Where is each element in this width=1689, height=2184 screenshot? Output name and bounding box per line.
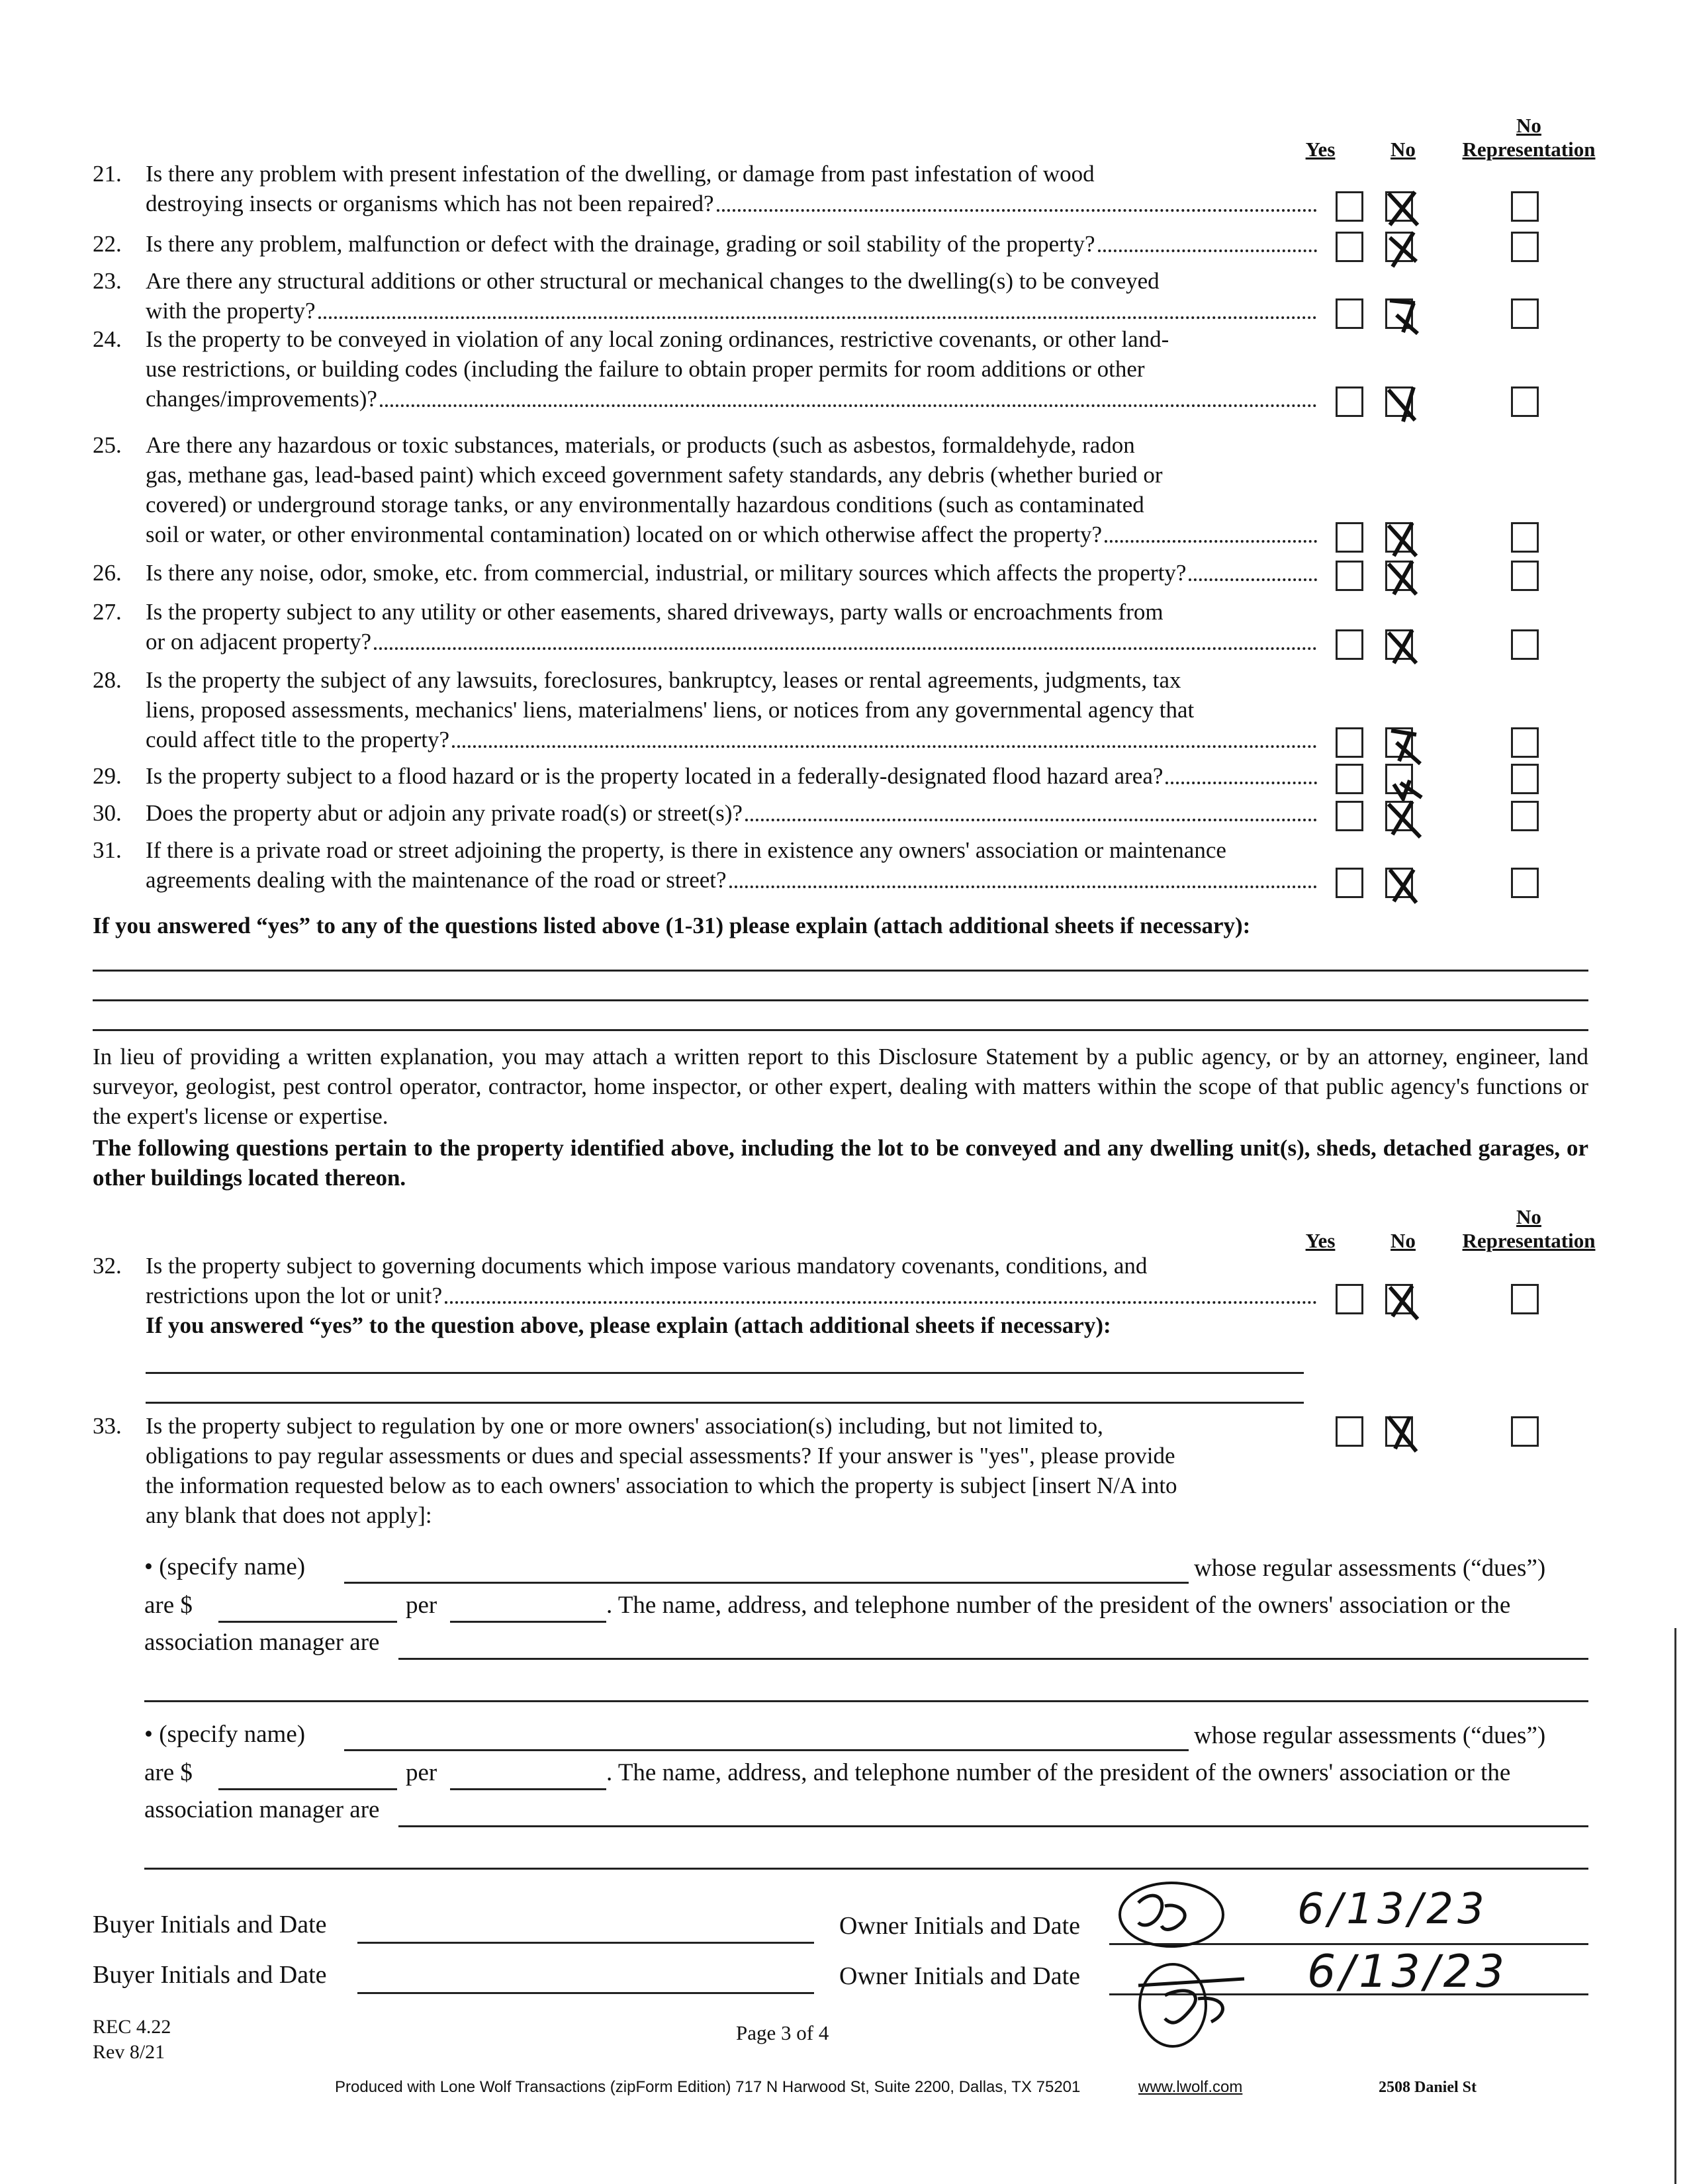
no-checkbox-27[interactable] [1385,629,1413,660]
check-mark-icon [1383,626,1423,667]
no-checkbox-22[interactable] [1385,232,1413,262]
question-number: 25. [93,432,122,458]
owner-initials-signature [1099,1876,1231,1956]
question-number: 26. [93,560,122,586]
question-number: 29. [93,763,122,789]
president-info-label: . The name, address, and telephone number of the president of the owners' association or the [606,1592,1511,1619]
question-text [146,597,1317,657]
header-no: No [1391,138,1416,161]
yes-checkbox-32[interactable] [1336,1284,1363,1314]
question-number: 21. [93,161,122,187]
president-info-label: . The name, address, and telephone number of the president of the owners' association or the [606,1759,1511,1786]
lieu-paragraph: In lieu of providing a written explanation, you may attach a written report to this Disclosure Statement by a public agency, or by an attorney, engineer, land surveyor, geologist, pest control operator, contractor, home inspector, or other expert, dealing with matters within the scope of that public agency's functions or the expert's license or expertise. [93,1044,1588,1129]
check-mark-icon [1383,557,1423,598]
question-line: Is there any problem with present infestation of the dwelling, or damage from past infestation of wood [146,161,1095,187]
yes-checkbox-28[interactable] [1336,727,1363,758]
question-line: Is the property subject to regulation by one or more owners' association(s) including, but not limited to, [146,1413,1103,1439]
association-block-2 [0,1719,1689,1891]
yes-checkbox-30[interactable] [1336,801,1363,831]
no-representation-checkbox-26[interactable] [1511,561,1539,591]
yes-checkbox-23[interactable] [1336,298,1363,329]
no-checkbox-31[interactable] [1385,868,1413,898]
question-line: covered) or underground storage tanks, or any environmentally hazardous conditions (such as contaminated [146,492,1144,518]
manager-info-field[interactable] [398,1825,1588,1827]
question-last-line: or on adjacent property? [146,627,1317,657]
question-number: 31. [93,837,122,863]
no-representation-checkbox-21[interactable] [1511,191,1539,222]
no-representation-checkbox-31[interactable] [1511,868,1539,898]
question-line: the information requested below as to each owners' association to which the property is subject [insert N/A into [146,1473,1177,1498]
explanation-line-32[interactable] [146,1402,1304,1404]
specify-name-label: • (specify name) [144,1721,306,1748]
no-checkbox-30[interactable] [1385,801,1413,831]
no-representation-checkbox-27[interactable] [1511,629,1539,660]
yes-checkbox-31[interactable] [1336,868,1363,898]
question-number: 30. [93,800,122,826]
owner-initials-label: Owner Initials and Date [839,1912,1081,1940]
question-line: Is the property subject to any utility or other easements, shared driveways, party walls or encroachments from [146,599,1164,625]
no-checkbox-25[interactable] [1385,522,1413,553]
association-name-field[interactable] [344,1749,1189,1751]
buyer-initials-label: Buyer Initials and Date [93,1911,327,1938]
no-representation-checkbox-32[interactable] [1511,1284,1539,1314]
no-checkbox-29[interactable] [1385,764,1413,794]
check-mark-icon [1383,519,1423,560]
question-line: Is the property subject to governing documents which impose various mandatory covenants, conditions, and [146,1253,1148,1279]
explain-instructions-32: If you answered “yes” to the question above, please explain (attach additional sheets if necessary): [146,1312,1111,1338]
question-last-line: soil or water, or other environmental contamination) located on or which otherwise affect the property? [146,520,1317,549]
header-no: No [1391,1229,1416,1252]
question-last-line: Is there any problem, malfunction or defect with the drainage, grading or soil stability of the property? [146,229,1317,259]
header-no-representation: No Representation [1462,114,1596,161]
yes-checkbox-25[interactable] [1336,522,1363,553]
question-text [146,1251,1317,1340]
manager-label: association manager are [144,1796,380,1823]
check-mark-icon [1383,1281,1423,1322]
question-last-line: agreements dealing with the maintenance of the road or street? [146,865,1317,895]
question-line: Is the property to be conveyed in violation of any local zoning ordinances, restrictive covenants, or other land- [146,326,1169,352]
question-line: Are there any hazardous or toxic substances, materials, or products (such as asbestos, formaldehyde, radon [146,432,1135,458]
question-number: 22. [93,231,122,257]
explanation-line[interactable] [93,1029,1588,1031]
explain-instructions-1-31: If you answered “yes” to any of the questions listed above (1-31) please explain (attach additional sheets if necessary): [93,913,1251,938]
header-yes: Yes [1305,1229,1336,1252]
header-no-representation: No Representation [1462,1205,1596,1252]
no-representation-checkbox-30[interactable] [1511,801,1539,831]
check-mark-icon [1383,864,1423,905]
explanation-line[interactable] [93,970,1588,972]
question-last-line: Is the property subject to a flood hazard or is the property located in a federally-designated flood hazard area? [146,761,1317,791]
check-mark-icon [1383,383,1423,424]
manager-label: association manager are [144,1629,380,1656]
yes-checkbox-21[interactable] [1336,191,1363,222]
property-address: 2508 Daniel St [1379,2079,1477,2096]
question-text [146,835,1317,895]
no-representation-checkbox-25[interactable] [1511,522,1539,553]
explanation-line-32[interactable] [146,1372,1304,1374]
owner-date-handwritten: 6/13/23 [1307,1946,1509,1998]
question-line: liens, proposed assessments, mechanics' liens, materialmens' liens, or notices from any governmental agency that [146,697,1195,723]
following-paragraph: The following questions pertain to the property identified above, including the lot to be conveyed and any dwelling unit(s), sheds, detached garages, or other buildings located thereon. [93,1135,1588,1191]
dues-amount-label: are $ [144,1592,193,1619]
no-representation-checkbox-22[interactable] [1511,232,1539,262]
question-last-line: Does the property abut or adjoin any private road(s) or street(s)? [146,798,1317,828]
dues-period-field[interactable] [450,1621,606,1623]
yes-checkbox-24[interactable] [1336,387,1363,417]
question-text [146,159,1317,218]
question-line: Are there any structural additions or other structural or mechanical changes to the dwelling(s) to be conveyed [146,268,1160,294]
question-last-line: could affect title to the property? [146,725,1317,754]
question-text [146,798,1317,828]
manager-info-field[interactable] [398,1658,1588,1660]
check-mark-icon [1383,295,1423,336]
yes-checkbox-29[interactable] [1336,764,1363,794]
question-text [146,229,1317,259]
question-line: Is the property the subject of any lawsuits, foreclosures, bankruptcy, leases or rental agreements, judgments, tax [146,667,1181,693]
question-number: 23. [93,268,122,294]
scan-edge [1674,1628,1676,2184]
question-last-line: with the property? [146,296,1317,326]
question-number: 27. [93,599,122,625]
check-mark-icon [1383,1413,1423,1454]
question-last-line: restrictions upon the lot or unit? [146,1281,1317,1310]
no-representation-checkbox-28[interactable] [1511,727,1539,758]
dues-amount-field[interactable] [218,1788,397,1790]
check-mark-icon [1383,188,1423,229]
dues-amount-field[interactable] [218,1621,397,1623]
header-yes: Yes [1305,138,1336,161]
no-representation-checkbox-23[interactable] [1511,298,1539,329]
specify-name-label: • (specify name) [144,1553,306,1580]
question-last-line: Is there any noise, odor, smoke, etc. from commercial, industrial, or military sources which affects the property? [146,558,1317,588]
association-block-1 [0,1552,1689,1724]
question-text [146,665,1317,754]
no-checkbox-26[interactable] [1385,561,1413,591]
check-mark-icon [1383,228,1423,269]
question-line: obligations to pay regular assessments or dues and special assessments? If your answer is "yes", please provide [146,1443,1175,1469]
yes-checkbox-22[interactable] [1336,232,1363,262]
question-line: use restrictions, or building codes (including the failure to obtain proper permits for room additions or other [146,356,1145,382]
owner-initials-signature [1125,1959,1257,2052]
no-checkbox-23[interactable] [1385,298,1413,329]
explanation-line[interactable] [93,999,1588,1001]
question-line: gas, methane gas, lead-based paint) which exceed government safety standards, any debris (whether buried or [146,462,1163,488]
question-text [146,761,1317,791]
question-last-line: changes/improvements)? [146,384,1317,414]
question-number: 32. [93,1253,122,1279]
buyer-initials-field[interactable] [357,1942,814,1944]
buyer-initials-field[interactable] [357,1992,814,1994]
yes-checkbox-33[interactable] [1336,1416,1363,1447]
check-mark-icon [1383,760,1423,801]
form-revision: Rev 8/21 [93,2041,165,2063]
no-representation-checkbox-24[interactable] [1511,387,1539,417]
question-last-line: destroying insects or organisms which has not been repaired? [146,189,1317,218]
question-number: 33. [93,1413,122,1439]
check-mark-icon [1383,797,1423,839]
no-checkbox-32[interactable] [1385,1284,1413,1314]
question-text [146,430,1317,549]
form-number: REC 4.22 [93,2016,171,2038]
check-mark-icon [1383,724,1423,765]
dues-period-field[interactable] [450,1788,606,1790]
page-number: Page 3 of 4 [736,2021,829,2044]
no-checkbox-33[interactable] [1385,1416,1413,1447]
association-name-field[interactable] [344,1582,1189,1584]
question-number: 28. [93,667,122,693]
manager-info-field[interactable] [144,1868,1588,1870]
no-representation-checkbox-33[interactable] [1511,1416,1539,1447]
produced-by: Produced with Lone Wolf Transactions (zipForm Edition) 717 N Harwood St, Suite 2200, Dallas, TX 75201 [335,2078,1081,2096]
no-checkbox-24[interactable] [1385,387,1413,417]
question-text [146,1411,1317,1530]
owner-initials-label: Owner Initials and Date [839,1962,1081,1990]
question-number: 24. [93,326,122,352]
question-text [146,558,1317,588]
question-line: any blank that does not apply]: [146,1502,432,1528]
question-text [146,266,1317,326]
website-link[interactable]: www.lwolf.com [1138,2078,1243,2096]
no-representation-checkbox-29[interactable] [1511,764,1539,794]
yes-checkbox-27[interactable] [1336,629,1363,660]
question-text [146,324,1317,414]
dues-label: whose regular assessments (“dues”) [1194,1555,1546,1582]
question-line: If there is a private road or street adjoining the property, is there in existence any owners' association or maintenance [146,837,1226,863]
dues-label: whose regular assessments (“dues”) [1194,1722,1546,1749]
no-checkbox-28[interactable] [1385,727,1413,758]
dues-amount-label: are $ [144,1759,193,1786]
no-checkbox-21[interactable] [1385,191,1413,222]
buyer-initials-label: Buyer Initials and Date [93,1961,327,1989]
dues-per-label: per [406,1759,437,1786]
dues-per-label: per [406,1592,437,1619]
yes-checkbox-26[interactable] [1336,561,1363,591]
manager-info-field[interactable] [144,1700,1588,1702]
owner-date-handwritten: 6/13/23 [1297,1885,1488,1934]
